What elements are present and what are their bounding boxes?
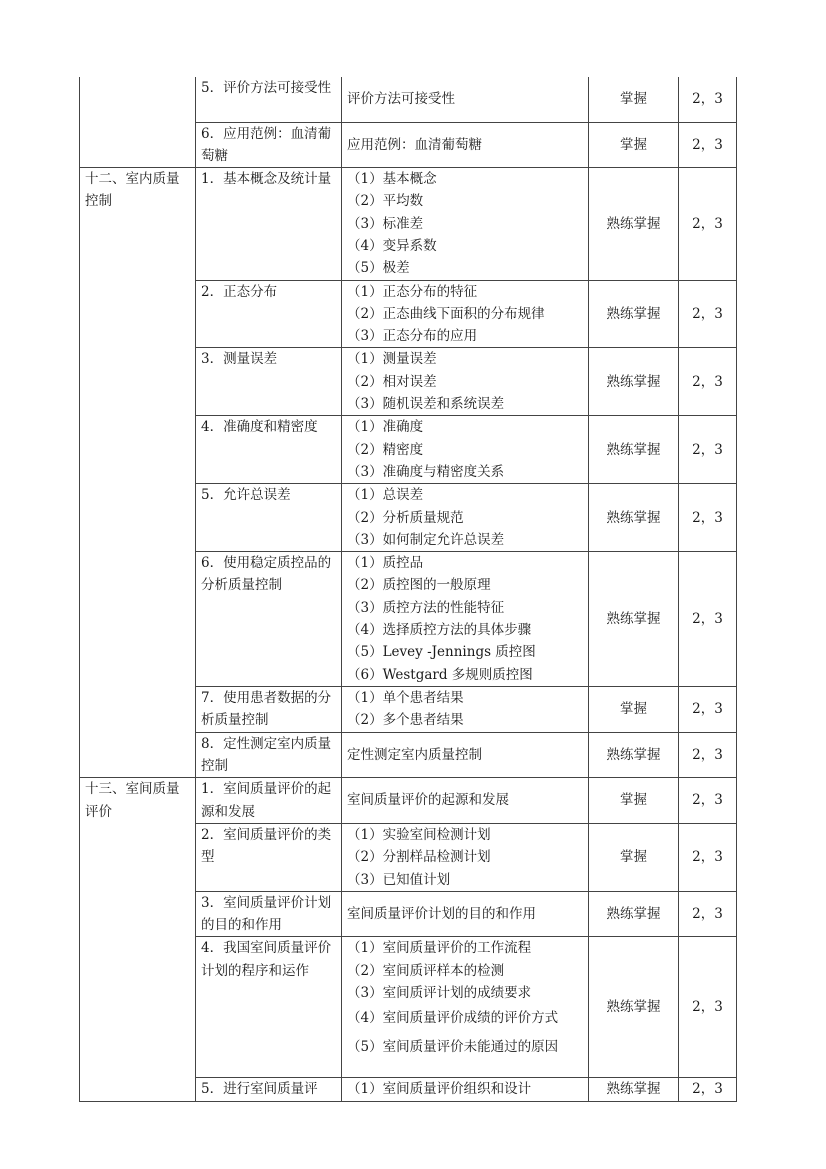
requirement-cell: 掌握: [589, 77, 679, 122]
topic-cell: 2．正态分布: [196, 280, 342, 348]
level-cell: 2，3: [679, 823, 737, 891]
topic-cell: 6．使用稳定质控品的分析质量控制: [196, 552, 342, 687]
table-row: [80, 778, 737, 824]
content-cell: （1）总误差 （2）分析质量规范 （3）如何制定允许总误差: [342, 484, 589, 552]
topic-cell: 7．使用患者数据的分析质量控制: [196, 687, 342, 733]
requirement-cell: 熟练掌握: [589, 937, 679, 1078]
unit-cell: 十二、室内质量控制: [80, 168, 196, 778]
content-cell: （1）正态分布的特征 （2）正态曲线下面积的分布规律 （3）正态分布的应用: [342, 280, 589, 348]
content-cell: （1）室间质量评价组织和设计: [342, 1078, 589, 1101]
syllabus-table: [79, 77, 737, 1102]
topic-cell: 4．准确度和精密度: [196, 416, 342, 484]
requirement-cell: 熟练掌握: [589, 1078, 679, 1101]
topic-cell: 2．室间质量评价的类型: [196, 823, 342, 891]
requirement-cell: 熟练掌握: [589, 348, 679, 416]
topic-cell: 4．我国室间质量评价计划的程序和运作: [196, 937, 342, 1078]
level-cell: 2，3: [679, 891, 737, 937]
level-cell: 2，3: [679, 348, 737, 416]
level-cell: 2，3: [679, 687, 737, 733]
topic-cell: 5．允许总误差: [196, 484, 342, 552]
content-cell: （1）质控品 （2）质控图的一般原理 （3）质控方法的性能特征 （4）选择质控方法的具体步骤 （5）Levey -Jennings 质控图 （6）Westgard 多规则质控图: [342, 552, 589, 687]
level-cell: 2，3: [679, 937, 737, 1078]
topic-cell: 5．进行室间质量评: [196, 1078, 342, 1101]
content-cell: 室间质量评价的起源和发展: [342, 778, 589, 824]
topic-cell: 3．测量误差: [196, 348, 342, 416]
unit-cell: [80, 77, 196, 168]
level-cell: 2，3: [679, 778, 737, 824]
content-cell: （1）基本概念 （2）平均数 （3）标准差 （4）变异系数 （5）极差: [342, 168, 589, 280]
level-cell: 2，3: [679, 122, 737, 168]
requirement-cell: 熟练掌握: [589, 484, 679, 552]
content-cell: 应用范例：血清葡萄糖: [342, 122, 589, 168]
table-row: [80, 168, 737, 280]
table-row: [80, 77, 737, 122]
requirement-cell: 掌握: [589, 687, 679, 733]
content-cell: 定性测定室内质量控制: [342, 732, 589, 778]
requirement-cell: 熟练掌握: [589, 416, 679, 484]
requirement-cell: 熟练掌握: [589, 280, 679, 348]
topic-cell: 5．评价方法可接受性: [196, 77, 342, 122]
level-cell: 2，3: [679, 416, 737, 484]
requirement-cell: 熟练掌握: [589, 891, 679, 937]
topic-cell: 1．基本概念及统计量: [196, 168, 342, 280]
content-cell: 室间质量评价计划的目的和作用: [342, 891, 589, 937]
level-cell: 2，3: [679, 168, 737, 280]
topic-cell: 8．定性测定室内质量控制: [196, 732, 342, 778]
requirement-cell: 掌握: [589, 823, 679, 891]
content-cell: （1）单个患者结果 （2）多个患者结果: [342, 687, 589, 733]
level-cell: 2，3: [679, 1078, 737, 1101]
level-cell: 2，3: [679, 280, 737, 348]
requirement-cell: 熟练掌握: [589, 732, 679, 778]
requirement-cell: 掌握: [589, 778, 679, 824]
topic-cell: 3．室间质量评价计划的目的和作用: [196, 891, 342, 937]
requirement-cell: 掌握: [589, 122, 679, 168]
requirement-cell: 熟练掌握: [589, 552, 679, 687]
content-cell: （1）实验室间检测计划 （2）分割样品检测计划 （3）已知值计划: [342, 823, 589, 891]
level-cell: 2，3: [679, 552, 737, 687]
topic-cell: 1．室间质量评价的起源和发展: [196, 778, 342, 824]
content-cell: （1）测量误差 （2）相对误差 （3）随机误差和系统误差: [342, 348, 589, 416]
topic-cell: 6．应用范例：血清葡萄糖: [196, 122, 342, 168]
content-cell: 评价方法可接受性: [342, 77, 589, 122]
unit-cell: 十三、室间质量评价: [80, 778, 196, 1101]
level-cell: 2，3: [679, 732, 737, 778]
level-cell: 2，3: [679, 484, 737, 552]
content-cell: （1）室间质量评价的工作流程 （2）室间质评样本的检测 （3）室间质评计划的成绩要求 （4）室间质量评价成绩的评价方式 （5）室间质量评价未能通过的原因: [342, 937, 589, 1078]
requirement-cell: 熟练掌握: [589, 168, 679, 280]
level-cell: 2，3: [679, 77, 737, 122]
content-cell: （1）准确度 （2）精密度 （3）准确度与精密度关系: [342, 416, 589, 484]
